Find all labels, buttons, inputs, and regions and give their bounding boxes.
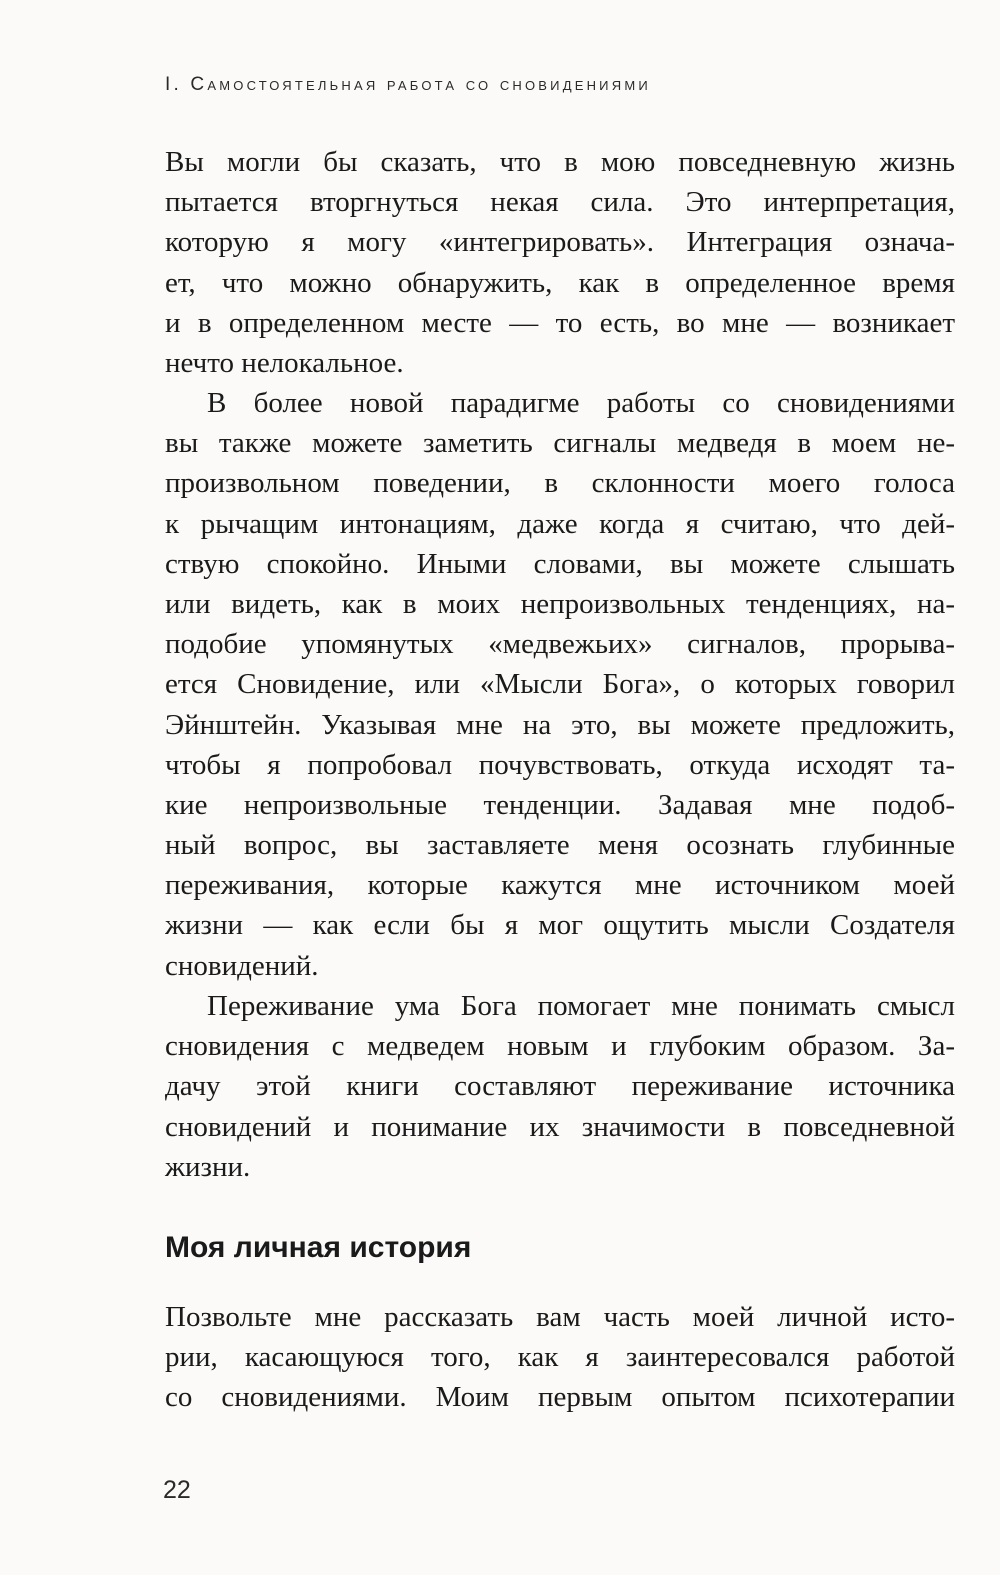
paragraph-2 — [165, 383, 955, 986]
paragraph-1 — [165, 142, 955, 383]
text-line: подобие упомянутых «медвежьих» сигналов, прорыва- — [165, 628, 955, 661]
text-line: произвольном поведении, в склонности моего голоса — [165, 467, 955, 500]
text-line: ный вопрос, вы заставляете меня осознать глубинные — [165, 829, 955, 862]
text-line: переживания, которые кажутся мне источником моей — [165, 869, 955, 902]
text-line: нечто нелокальное. — [165, 346, 404, 379]
text-line: пытается вторгнуться некая сила. Это интерпретация, — [165, 186, 955, 219]
text-line: ется Сновидение, или «Мысли Бога», о которых говорил — [165, 668, 955, 701]
text-line: Эйнштейн. Указывая мне на это, вы можете предложить, — [165, 708, 955, 741]
text-line: кие непроизвольные тенденции. Задавая мне подоб- — [165, 788, 955, 821]
text-line: или видеть, как в моих непроизвольных тенденциях, на- — [165, 587, 955, 620]
text-line: жизни — как если бы я мог ощутить мысли Создателя — [165, 909, 955, 942]
text-line: В более новой парадигме работы со сновидениями — [207, 387, 955, 419]
text-line: дачу этой книги составляют переживание источника — [165, 1070, 955, 1103]
text-line: рии, касающуюся того, как я заинтересовался работой — [165, 1341, 955, 1374]
paragraph-3 — [165, 986, 955, 1187]
text-line: к рычащим интонациям, даже когда я считаю, что дей- — [165, 507, 955, 540]
section-heading: Моя личная история — [165, 1231, 472, 1264]
text-line: и в определенном месте — то есть, во мне — возникает — [165, 306, 955, 339]
text-line: сновидений и понимание их значимости в повседневной — [165, 1110, 955, 1143]
text-line: сновидений. — [165, 949, 319, 982]
text-line: ет, что можно обнаружить, как в определенное время — [165, 266, 955, 299]
running-head: I. Самостоятельная работа со сновидениями — [165, 74, 651, 95]
page-number: 22 — [163, 1476, 191, 1504]
text-line: ствую спокойно. Иными словами, вы можете слышать — [165, 547, 955, 580]
text-line: со сновидениями. Моим первым опытом психотерапии — [165, 1381, 955, 1414]
text-line: жизни. — [165, 1150, 251, 1183]
text-line: Вы могли бы сказать, что в мою повседневную жизнь — [165, 146, 955, 178]
text-line: вы также можете заметить сигналы медведя в моем не- — [165, 427, 955, 460]
text-line: Позвольте мне рассказать вам часть моей личной исто- — [165, 1301, 955, 1333]
text-line: которую я могу «интегрировать». Интеграция означа- — [165, 226, 955, 259]
text-line: Переживание ума Бога помогает мне понимать смысл — [207, 990, 955, 1022]
text-line: сновидения с медведем новым и глубоким образом. За- — [165, 1030, 955, 1063]
section-paragraph — [165, 1297, 955, 1418]
text-line: чтобы я попробовал почувствовать, откуда исходят та- — [165, 748, 955, 781]
